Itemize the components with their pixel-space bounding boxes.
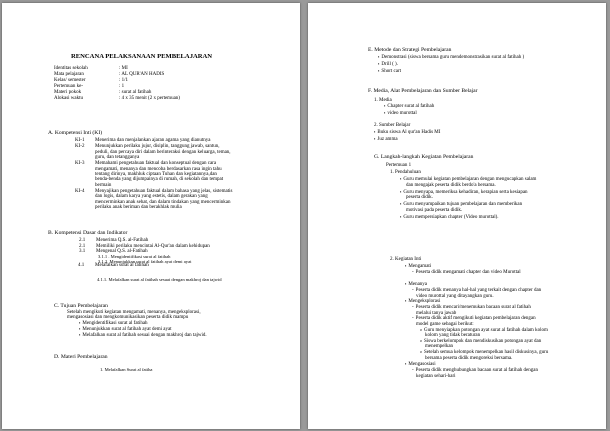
sumber-bullet: ▪ Buku siswa Al qur'an Hadis MI [374,130,440,135]
asosiasi-heading: ▪ Mengasosiasi [405,362,436,367]
pendahuluan-line: ▪ Guru menyapa, memeriksa kehadiran, kerapian serta kesiapan [400,190,528,195]
eksplor-subitem: o Guru menyiapkan potongan ayat surat al fatihah dalam kolom [420,328,548,333]
document-page-1 [2,3,300,429]
mengamati-item: - Peserta didik mengamati chapter dan video Murottal [412,270,521,275]
ki-code: KI-2 [75,144,85,150]
section-e-title: E. Metode dan Strategi Pembelajaran [368,47,452,53]
asosiasi-item: kegiatan sehari-hari [416,373,456,379]
ki-text-line: perilaku anak beriman dan berakhlak mulia [95,205,182,211]
menanya-item: - Peserta didik menanya hal-hal yang terkait dengan chapter dan [412,288,541,293]
ki-text-line: benda-benda yang dijumpainya di rumah, di sekolah dan tempat [95,177,224,183]
ki-text-line: tentang dirinya, makhluk ciptaan Tuhan dan kegiatannya,dan [95,172,217,177]
tujuan-bullet: ▪ Melafalkan surat al fatihah sesuai dengan makhroj dan tajwid. [79,333,207,338]
ki-text-line: Menyajikan pengetahuan faktual dalam bahasa yang jelas, sistematis [95,189,233,194]
identity-value: : MI [119,66,128,71]
kd-number: 2.1 [79,238,86,243]
kd-number: 4.1 [78,263,85,268]
ki-text-line: bermain [95,182,112,188]
metode-bullet: ▪ Demonstrasi (siswa bersama guru mendemonstrasikan surat al fatihah ) [378,55,524,60]
ki-code: KI-1 [75,138,85,143]
sumber-heading: 2. Sumber Belajar [374,123,411,128]
kd-text: Melafalkan surat al fatihah [95,263,149,268]
section-c-title: C. Tujuan Pembelajaran [54,303,108,309]
kd-number: 3.1 [79,249,86,255]
pendahuluan-line: ▪ Guru mempersiapkan chapter (Video murottal). [400,215,499,220]
metode-bullet: ▪ Short cart [378,69,401,74]
kd-indicator: 3.1.1 . Mengidentifikasi surat al fatihah [98,253,171,259]
tujuan-text: mengasosiasi dan mengkomunikasikan peserta didik mampu [67,315,189,321]
pendahuluan-heading: 1. Pendahuluan [390,170,421,175]
identity-label: Identitas sekolah [54,66,88,71]
identity-value: : AL QUR'AN HADIS [119,72,165,77]
identity-label: Pertemuan ke- [54,84,84,89]
eksplor-item: melalui tanya jawab [416,310,457,316]
document-page-2 [308,3,606,429]
section-f-title: F. Media, Alat Pembelajaran dan Sumber Belajar [368,88,478,94]
ki-text-line: Memahami pengetahuan faktual dan konseptual dengan cara [95,161,217,167]
kd-indicator: 4.1.1. Melafalkan surat al fatihah sesuai dengan makhroj dan tajwid [97,277,222,282]
ki-code: KI-4 [75,189,85,194]
eksplor-subitem: menempelkan [425,344,454,350]
ki-text-line: Menunjukkan perilaku jujur, disiplin, tanggung jawab, santun, [95,144,220,150]
tujuan-bullet: ▪ Menunjukkan surat al fatihah ayat demi ayat [79,327,172,332]
inti-heading: 2. Kegiatan Inti [390,257,422,262]
ki-text-line: peduli, dan percaya diri dalam berinteraksi dengan keluarga, teman, [95,149,231,155]
media-bullet: ▪ video murottal [384,111,417,116]
document-title: RENCANA PELAKSANAAN PEMBELAJARAN [71,53,213,60]
eksplor-heading: ▪ Mengeksplorasi [405,299,440,304]
tujuan-bullet: ▪ Mengidentifikasi surat al fatihah [79,321,148,326]
mengamati-heading: ▪ Mengamati [405,264,431,269]
eksplor-subitem: kolom yang tidak beraturan [425,333,481,339]
eksplor-subitem: o Setelah semua kelompok menempelkan hasil diskusinya, guru [420,350,548,355]
materi-item: 1. Melafalkan Surat al fatiha [100,367,153,372]
ki-text-line: Menerima dan menjalankan ajaran agama yang dianutnya [95,138,211,143]
kd-text: Mengenal Q.S. al-Fatihah [96,249,148,255]
ki-text-line: guru, dan tetangganya [95,155,140,160]
section-b-title: B. Kompetensi Dasar dan Indikator [48,230,128,236]
pendahuluan-line: motivasi pada peserta didik. [406,207,463,213]
ki-text-line: mencerminkan anak sehat, dan dalam tindakan yang mencerminkan [95,199,231,205]
eksplor-item: - Peserta didik mencari/menemukan bacaan surat al fatihah [412,305,531,310]
media-bullet: ▪ Chapter surat al fatihah [384,104,434,109]
pertemuan-label: Pertemuan 1 [386,163,412,168]
ki-code: KI-3 [75,161,85,167]
pendahuluan-line: ▪ Guru memulai kegiatan pembelajaran dengan mengucapkan salam [400,177,536,182]
identity-label: Alokasi waktu [54,96,84,101]
sumber-bullet: ▪ Juz amma [374,137,398,142]
identity-value: : 1 [119,84,125,89]
metode-bullet: ▪ Drill ( ). [378,62,398,67]
eksplor-item: - Peserta didik aktif mengikuti kegiatan pembelajaran dengan [412,316,536,321]
identity-label: Kelas/ semester [54,78,86,83]
pendahuluan-line: dan mengajak peserta didik berdo'a bersama. [406,182,496,188]
identity-label: Materi pokok [54,90,82,95]
kd-text: Memiliki perilaku mencintai Al-Qur'an dalam kehidupan [96,243,210,249]
identity-value: : 1/1 [119,78,129,83]
media-heading: 1. Media [374,98,392,103]
section-g-title: G. Langkah-langkah Kegiatan Pembelajaran [374,154,474,160]
kd-indicator: 3.1.2. Menunjukkan surat al fatihah ayat demi ayat [98,259,192,265]
pendahuluan-line: peserta didik. [406,195,433,201]
eksplor-item: model game sebagai berikut: [416,322,474,327]
section-d-title: D. Materi Pembelajaran [54,354,108,360]
identity-label: Mata pelajaran [54,72,84,77]
eksplor-subitem: bersama peserta didik mengoreksi bersama. [425,355,513,361]
ki-text-line: dan logis, dalam karya yang estetis, dalam gerakan yang [95,194,208,200]
tujuan-text: Setelah mengikuti kegiatan mengamati, menanya, mengeksplorasi, [67,310,201,315]
ki-text-line: mengamati, menanya dan mencoba berdasarkan rasa ingin tahu [95,166,222,172]
identity-value: : surat al fatihah [119,90,152,95]
kd-text: Menerima Q.S. al-Fatihah [96,238,149,243]
section-a-title: A. Kompetensi Inti (KI) [48,130,103,136]
kd-number: 2.1 [79,243,86,249]
menanya-item: video murottal yang ditayangkan guru. [416,293,494,299]
pendahuluan-line: ▪ Guru menyampaikan tujuan pembelajaran dan memberikan [400,202,522,207]
menanya-heading: ▪ Menanya [405,282,427,287]
identity-value: : 4 x 35 menit (2 x pertemuan) [119,96,180,101]
eksplor-subitem: o Siswa berkelompok dan mendiskusikan potongan ayat dan [420,339,541,344]
asosiasi-item: - Peserta didik menghubungkan bacaan surat al fatihah dengan [412,368,538,373]
